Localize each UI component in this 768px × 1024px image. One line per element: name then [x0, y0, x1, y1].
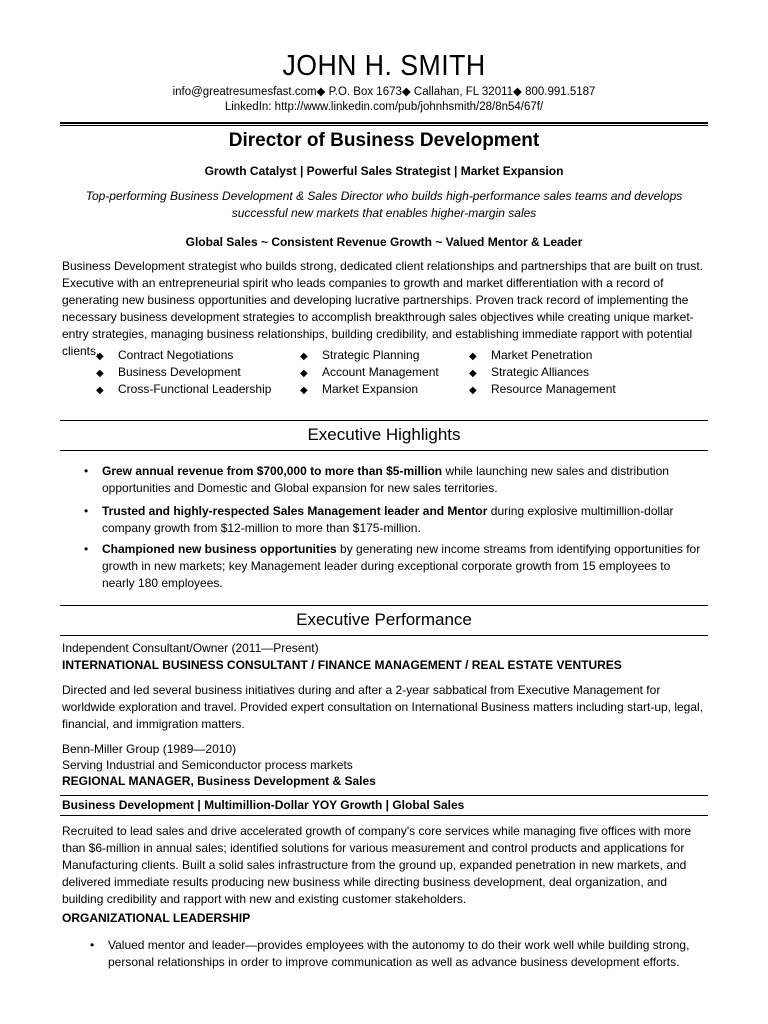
job2-focus: Business Development | Multimillion-Dollar YOY Growth | Global Sales: [62, 798, 465, 812]
job1-employer: Independent Consultant/Owner (2011—Present): [62, 641, 319, 655]
job2-role: REGIONAL MANAGER, Business Development & Sales: [62, 774, 376, 788]
subsection-heading: ORGANIZATIONAL LEADERSHIP: [62, 911, 251, 925]
skill-item: ◆ Cross-Functional Leadership: [96, 382, 272, 396]
job2-industry: Serving Industrial and Semiconductor process markets: [62, 758, 353, 772]
diamond-bullet-icon: ◆: [300, 351, 308, 362]
skill-item: ◆ Strategic Alliances: [469, 365, 590, 379]
skill-item: ◆ Market Expansion: [300, 382, 419, 396]
skill-item: ◆ Strategic Planning: [300, 348, 420, 362]
header-divider: [60, 122, 708, 126]
skill-item: ◆ Resource Management: [469, 382, 616, 396]
contact-line: info@greatresumesfast.com◆ P.O. Box 1673◆ Callahan, FL 32011◆ 800.991.5187: [172, 86, 596, 98]
job1-role: INTERNATIONAL BUSINESS CONSULTANT / FINANCE MANAGEMENT / REAL ESTATE VENTURES: [62, 658, 622, 672]
candidate-name: JOHN H. SMITH: [282, 50, 486, 82]
job2-description: Recruited to lead sales and drive accelerated growth of company's core services while managing five offices with more than $6-million in annual sales; identified solutions for various measurement and control products and applications for Manufacturing clients. Built a solid sales infrastructure from the ground up, expanded penetration in new markets, and delivered immediate results producing new business while directing business development, deal organization, and building credibility and rapport with new and existing customer stakeholders.: [62, 824, 692, 906]
section-divider: [60, 635, 708, 636]
section-title-highlights: Executive Highlights: [307, 425, 461, 444]
highlight-item: • Grew annual revenue from $700,000 to more than $5-million while launching new sales and distribution opportunities and Domestic and Global expansion for new sales territories.: [84, 464, 669, 495]
diamond-bullet-icon: ◆: [469, 351, 477, 362]
bullet-dot-icon: •: [84, 464, 89, 478]
diamond-bullet-icon: ◆: [300, 385, 308, 396]
bullet-dot-icon: •: [84, 504, 89, 518]
diamond-bullet-icon: ◆: [469, 385, 477, 396]
skill-item: ◆ Account Management: [300, 365, 439, 379]
bullet-dot-icon: •: [90, 938, 95, 952]
pillars-line: Global Sales ~ Consistent Revenue Growth ~ Valued Mentor & Leader: [185, 235, 583, 249]
diamond-bullet-icon: ◆: [96, 368, 104, 379]
highlight-item: • Trusted and highly-respected Sales Management leader and Mentor during explosive multimillion-dollar company growth from $12-million to more than $175-million.: [84, 504, 674, 535]
job2-employer: Benn-Miller Group (1989—2010): [62, 742, 237, 756]
section-divider: [60, 605, 708, 606]
skill-item: ◆ Market Penetration: [469, 348, 593, 362]
section-divider: [60, 450, 708, 451]
summary-italic: Top-performing Business Development & Sales Director who builds high-performance sales teams and develops successful new markets that enables higher-margin sales: [85, 189, 683, 220]
highlight-item: • Championed new business opportunities by generating new income streams from identifying opportunities for growth in new markets; key Management leader during exceptional corporate growth from 15 employees to nearly 180 employees.: [84, 542, 701, 590]
headline: Director of Business Development: [228, 130, 540, 151]
diamond-bullet-icon: ◆: [300, 368, 308, 379]
tagline: Growth Catalyst | Powerful Sales Strategist | Market Expansion: [204, 164, 564, 178]
skill-item: ◆ Business Development: [96, 365, 241, 379]
bullet-dot-icon: •: [84, 542, 89, 556]
section-title-performance: Executive Performance: [296, 610, 472, 629]
diamond-bullet-icon: ◆: [96, 351, 104, 362]
focus-divider: [60, 815, 708, 816]
diamond-bullet-icon: ◆: [96, 385, 104, 396]
job1-description: Directed and led several business initiatives during and after a 2-year sabbatical from Executive Management for worldwide exploration and travel. Provided expert consultation on International Business matters including start-up, legal, financial, and immigration matters.: [62, 683, 704, 731]
focus-divider: [60, 795, 708, 796]
section-divider: [60, 420, 708, 421]
leadership-item: • Valued mentor and leader—provides employees with the autonomy to do their work well while building strong, personal relationships in order to improve communication as well as advance business development efforts.: [90, 938, 690, 969]
profile-paragraph: Business Development strategist who builds strong, dedicated client relationships and partnerships that are built on trust. Executive with an entrepreneurial spirit who leads companies to growth and market differentiation with a record of generating new business opportunities and developing lucrative partnerships. Proven track record of implementing the necessary business development strategies to accomplish breakthrough sales objectives while creating unique market-entry strategies, managing business relationships, building credibility, and establishing immediate rapport with potential clients.: [62, 259, 704, 358]
diamond-bullet-icon: ◆: [469, 368, 477, 379]
skill-item: ◆ Contract Negotiations: [96, 348, 234, 362]
linkedin-line: LinkedIn: http://www.linkedin.com/pub/johnhsmith/28/8n54/67f/: [224, 101, 544, 113]
